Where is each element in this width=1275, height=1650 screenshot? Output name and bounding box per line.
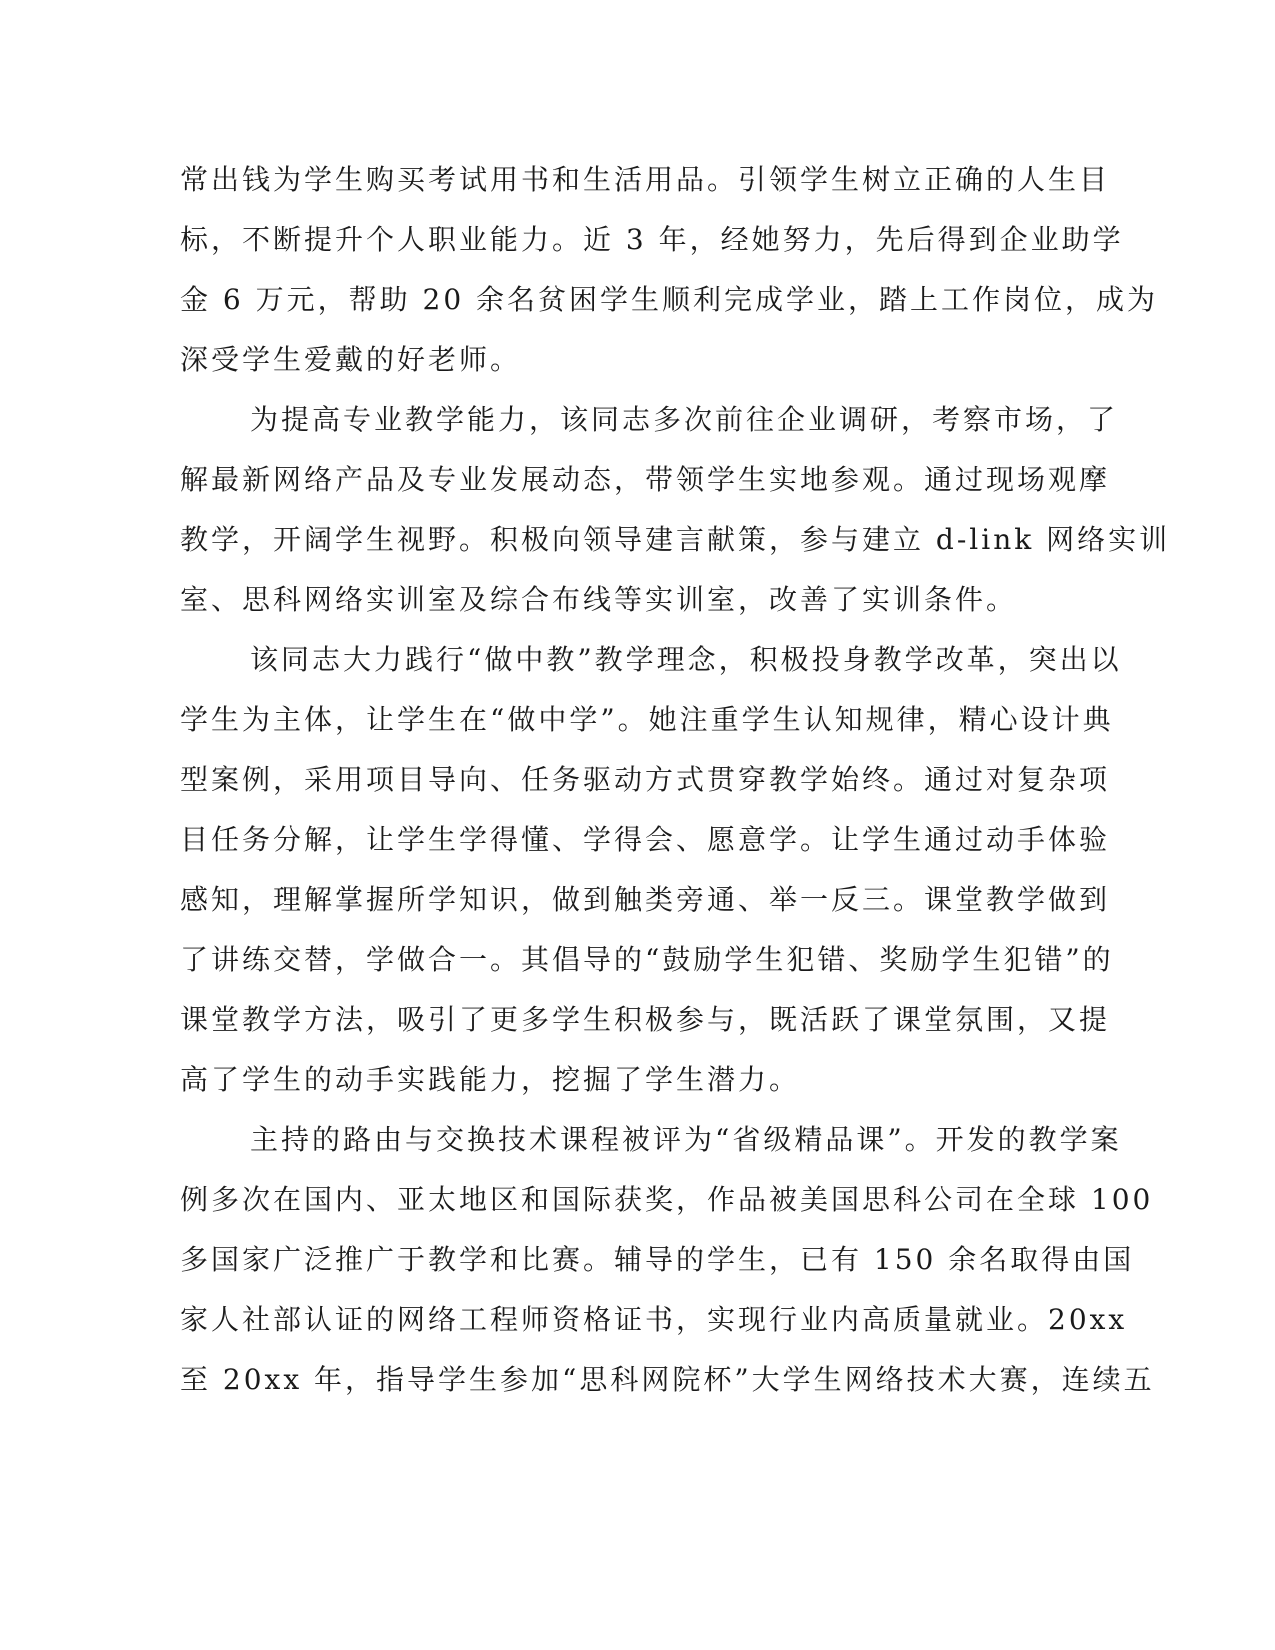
text-line: 多国家广泛推广于教学和比赛。辅导的学生，已有 150 余名取得由国 bbox=[180, 1243, 1135, 1276]
text-line: 深受学生爱戴的好老师。 bbox=[180, 343, 522, 376]
text-line: 教学，开阔学生视野。积极向领导建言献策，参与建立 d-link 网络实训 bbox=[180, 523, 1171, 556]
text-line: 型案例，采用项目导向、任务驱动方式贯穿教学始终。通过对复杂项 bbox=[180, 763, 1111, 796]
text-line-first: 该同志大力践行“做中教”教学理念，积极投身教学改革，突出以 bbox=[250, 643, 1122, 676]
text-line: 高了学生的动手实践能力，挖掘了学生潜力。 bbox=[180, 1063, 801, 1096]
text-line: 常出钱为学生购买考试用书和生活用品。引领学生树立正确的人生目 bbox=[180, 163, 1111, 196]
text-line: 目任务分解，让学生学得懂、学得会、愿意学。让学生通过动手体验 bbox=[180, 823, 1111, 856]
text-line: 了讲练交替，学做合一。其倡导的“鼓励学生犯错、奖励学生犯错”的 bbox=[180, 943, 1114, 976]
text-line: 例多次在国内、亚太地区和国际获奖，作品被美国思科公司在全球 100 bbox=[180, 1183, 1154, 1216]
text-line: 家人社部认证的网络工程师资格证书，实现行业内高质量就业。20xx bbox=[180, 1303, 1128, 1336]
text-line: 金 6 万元，帮助 20 余名贫困学生顺利完成学业，踏上工作岗位，成为 bbox=[180, 283, 1159, 316]
text-line: 至 20xx 年，指导学生参加“思科网院杯”大学生网络技术大赛，连续五 bbox=[180, 1363, 1155, 1396]
paragraph-2 bbox=[180, 390, 1171, 630]
text-line: 室、思科网络实训室及综合布线等实训室，改善了实训条件。 bbox=[180, 583, 1018, 616]
paragraph-1 bbox=[180, 150, 1159, 390]
text-line-first: 主持的路由与交换技术课程被评为“省级精品课”。开发的教学案 bbox=[250, 1123, 1122, 1156]
paragraph-3 bbox=[180, 630, 1122, 1110]
document-body bbox=[180, 150, 1171, 1410]
text-line: 解最新网络产品及专业发展动态，带领学生实地参观。通过现场观摩 bbox=[180, 463, 1111, 496]
text-line: 课堂教学方法，吸引了更多学生积极参与，既活跃了课堂氛围，又提 bbox=[180, 1003, 1111, 1036]
text-line: 学生为主体，让学生在“做中学”。她注重学生认知规律，精心设计典 bbox=[180, 703, 1114, 736]
text-line: 感知，理解掌握所学知识，做到触类旁通、举一反三。课堂教学做到 bbox=[180, 883, 1111, 916]
paragraph-4 bbox=[180, 1110, 1155, 1410]
text-line-first: 为提高专业教学能力，该同志多次前往企业调研，考察市场，了 bbox=[250, 403, 1119, 436]
text-line: 标，不断提升个人职业能力。近 3 年，经她努力，先后得到企业助学 bbox=[180, 223, 1124, 256]
